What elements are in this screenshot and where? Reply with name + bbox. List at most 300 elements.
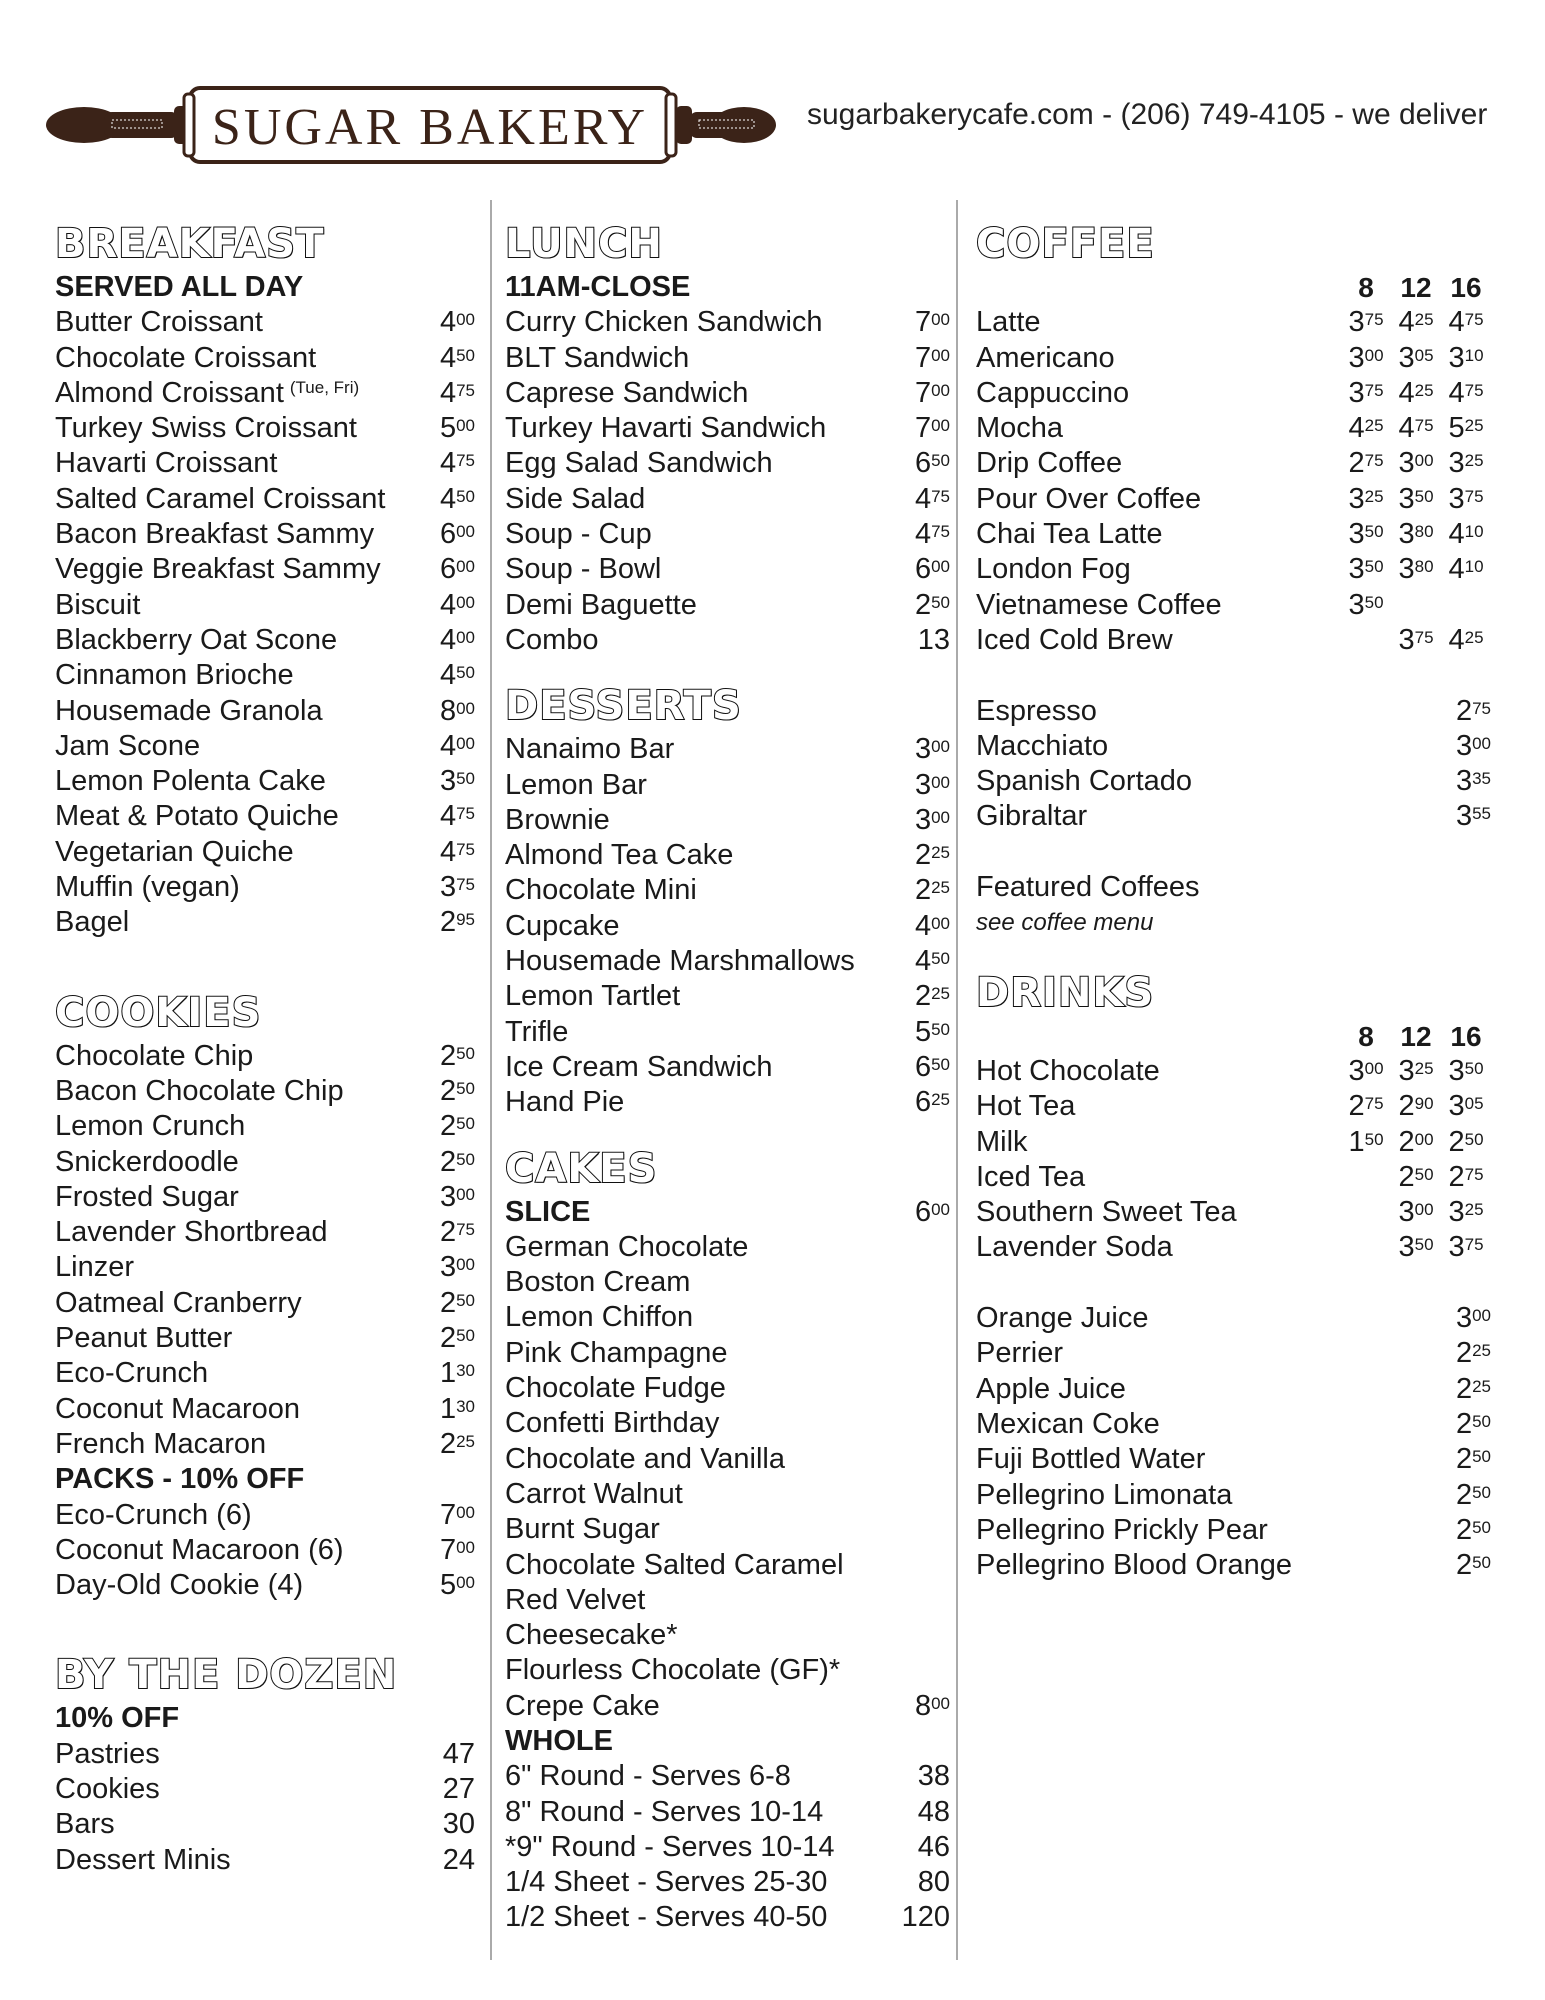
section-title-desserts: DESSERTS: [505, 683, 742, 730]
item-price: 38: [917, 1760, 950, 1793]
menu-item: [505, 1300, 950, 1335]
item-price: $7^{00}$: [914, 341, 950, 374]
item-name: Hot Chocolate: [976, 1054, 1160, 1087]
item-name: Soup - Cup: [505, 518, 652, 551]
menu-item: [505, 1477, 950, 1512]
item-name: Side Salad: [505, 482, 646, 515]
size-price: $4^{10}$: [1448, 553, 1484, 586]
item-price: $4^{75}$: [439, 447, 475, 480]
size-price: $3^{00}$: [1398, 447, 1434, 480]
item-name: Egg Salad Sandwich: [505, 447, 773, 480]
menu-item: [55, 1737, 475, 1772]
size-price: $2^{75}$: [1348, 447, 1384, 480]
menu-item: [55, 1356, 475, 1391]
item-name: Orange Juice: [976, 1302, 1149, 1335]
lunch-list: [505, 305, 950, 658]
menu-item: [976, 1301, 1491, 1336]
column-left: [55, 220, 475, 1878]
item-price: $4^{75}$: [439, 835, 475, 868]
menu-item: [976, 305, 1491, 340]
section-title-dozen: BY THE DOZEN: [55, 1652, 398, 1699]
menu-item: [55, 1180, 475, 1215]
item-name: Bacon Breakfast Sammy: [55, 518, 375, 551]
section-title-breakfast: BREAKFAST: [55, 221, 325, 267]
menu-item: [55, 376, 475, 411]
item-note: (Tue, Fri): [289, 377, 360, 397]
slice-header: [505, 1195, 950, 1230]
section-title-cookies: COOKIES: [55, 989, 262, 1036]
item-price: $2^{50}$: [1455, 1549, 1491, 1582]
size-price: [1341, 623, 1391, 658]
item-price: $7^{00}$: [439, 1498, 475, 1531]
item-price: $4^{75}$: [914, 482, 950, 515]
item-price: $2^{50}$: [439, 1110, 475, 1143]
item-name: Veggie Breakfast Sammy: [55, 553, 381, 586]
item-price: $4^{75}$: [439, 800, 475, 833]
menu-item: [505, 623, 950, 658]
item-price: $4^{50}$: [439, 482, 475, 515]
breakfast-subtitle: SERVED ALL DAY: [55, 271, 304, 303]
item-name: Demi Baguette: [505, 588, 697, 621]
menu-item: [505, 341, 950, 376]
menu-item: [55, 1109, 475, 1144]
item-name: Cappuccino: [976, 376, 1130, 409]
size-price: $4^{75}$: [1448, 376, 1484, 409]
menu-item: [55, 764, 475, 799]
item-price: $4^{50}$: [439, 659, 475, 692]
item-name: Nanaimo Bar: [505, 733, 675, 766]
size-price: $3^{10}$: [1448, 341, 1484, 374]
section-title-coffee: COFFEE: [976, 221, 1155, 267]
menu-item: [55, 552, 475, 587]
item-name: Flourless Chocolate (GF)*: [505, 1654, 841, 1687]
menu-item: [55, 1145, 475, 1180]
item-name: Biscuit: [55, 588, 141, 621]
item-price: $3^{00}$: [914, 768, 950, 801]
item-price: $6^{50}$: [914, 447, 950, 480]
item-name: Lavender Shortbread: [55, 1216, 328, 1249]
item-name: Crepe Cake: [505, 1689, 660, 1722]
item-price: $3^{50}$: [439, 765, 475, 798]
item-name: Chocolate Salted Caramel: [505, 1548, 844, 1581]
menu-item: [55, 482, 475, 517]
menu-item: [55, 729, 475, 764]
size-price: $3^{75}$: [1348, 306, 1384, 339]
size-price: [1441, 588, 1491, 623]
item-price: $2^{50}$: [1455, 1478, 1491, 1511]
menu-item: [505, 1795, 950, 1830]
item-price: $7^{00}$: [439, 1533, 475, 1566]
item-name: Havarti Croissant: [55, 447, 278, 480]
menu-item: [505, 768, 950, 803]
item-price: $3^{55}$: [1455, 800, 1491, 833]
item-name: Milk: [976, 1125, 1028, 1158]
item-name: Housemade Granola: [55, 694, 323, 727]
item-price: $6^{00}$: [914, 553, 950, 586]
item-name: Chocolate Fudge: [505, 1372, 726, 1405]
cookies-list: [55, 1039, 475, 1463]
item-price: $3^{00}$: [439, 1180, 475, 1213]
item-price: $6^{00}$: [439, 553, 475, 586]
item-name: Pellegrino Blood Orange: [976, 1549, 1292, 1582]
item-price: $2^{25}$: [914, 839, 950, 872]
item-name: Coconut Macaroon (6): [55, 1533, 344, 1566]
item-price: $2^{50}$: [1455, 1513, 1491, 1546]
packs-subtitle: PACKS - 10% OFF: [55, 1463, 305, 1496]
menu-item: [55, 1807, 475, 1842]
menu-item: [505, 1689, 950, 1724]
menu-item: [55, 694, 475, 729]
item-name: BLT Sandwich: [505, 341, 690, 374]
menu-item: [55, 305, 475, 340]
slices-list: [505, 1230, 950, 1724]
slice-price: $6^{00}$: [914, 1195, 950, 1228]
size-price: $4^{10}$: [1448, 518, 1484, 551]
item-name: Chocolate and Vanilla: [505, 1442, 785, 1475]
menu-item: [505, 1830, 950, 1865]
menu-item: [976, 1160, 1491, 1195]
item-price: 47: [442, 1737, 475, 1770]
menu-item: [976, 1407, 1491, 1442]
item-name: Eco-Crunch: [55, 1357, 209, 1390]
item-name: Americano: [976, 341, 1115, 374]
item-name: Red Velvet: [505, 1583, 646, 1616]
item-price: $4^{50}$: [439, 341, 475, 374]
size-price: $2^{75}$: [1348, 1090, 1384, 1123]
size-price: $2^{90}$: [1398, 1090, 1434, 1123]
item-price: $2^{25}$: [1455, 1337, 1491, 1370]
menu-item: [55, 658, 475, 693]
item-name: Confetti Birthday: [505, 1407, 720, 1440]
item-price: 30: [442, 1808, 475, 1841]
item-price: $7^{00}$: [914, 306, 950, 339]
menu-item: [55, 1533, 475, 1568]
item-name: Espresso: [976, 694, 1097, 727]
size-price: $3^{75}$: [1448, 482, 1484, 515]
size-price: [1391, 588, 1441, 623]
size-price: $3^{00}$: [1398, 1196, 1434, 1229]
menu-item: [505, 411, 950, 446]
item-price: $2^{50}$: [1455, 1443, 1491, 1476]
menu-item: [55, 905, 475, 940]
size-price: $4^{75}$: [1398, 412, 1434, 445]
item-price: $5^{00}$: [439, 412, 475, 445]
item-price: $3^{00}$: [1455, 1302, 1491, 1335]
menu-item: [976, 694, 1491, 729]
menu-item: [976, 411, 1491, 446]
item-name: 1/2 Sheet - Serves 40-50: [505, 1901, 828, 1934]
menu-item: [505, 1759, 950, 1794]
size-price: [1341, 1195, 1391, 1230]
menu-item: [976, 1230, 1491, 1265]
item-name: Fuji Bottled Water: [976, 1443, 1206, 1476]
item-name: Boston Cream: [505, 1266, 691, 1299]
size-price: $3^{25}$: [1398, 1054, 1434, 1087]
menu-item: [505, 1406, 950, 1441]
column-right: [976, 220, 1491, 1583]
menu-item: [505, 552, 950, 587]
whole-list: [505, 1759, 950, 1935]
size-price: $2^{50}$: [1398, 1160, 1434, 1193]
size-price: $3^{00}$: [1348, 341, 1384, 374]
drinks-list: [976, 1054, 1491, 1266]
size-price: $3^{50}$: [1348, 518, 1384, 551]
menu-item: [505, 1085, 950, 1120]
item-price: $1^{30}$: [439, 1357, 475, 1390]
item-name: Hot Tea: [976, 1090, 1076, 1123]
column-middle: [505, 220, 950, 1936]
item-name: Chai Tea Latte: [976, 518, 1163, 551]
item-name: Frosted Sugar: [55, 1180, 239, 1213]
menu-item: [55, 1286, 475, 1321]
item-name: Perrier: [976, 1337, 1064, 1370]
size-16: 16: [1450, 1020, 1482, 1052]
size-12: 12: [1400, 1020, 1432, 1052]
item-name: Curry Chicken Sandwich: [505, 306, 823, 339]
item-name: Gibraltar: [976, 800, 1088, 833]
item-price: $2^{50}$: [1455, 1407, 1491, 1440]
size-price: $3^{75}$: [1398, 623, 1434, 656]
menu-item: [55, 1321, 475, 1356]
dozen-subtitle: 10% OFF: [55, 1702, 180, 1735]
item-name: Burnt Sugar: [505, 1513, 660, 1546]
menu-item: [505, 517, 950, 552]
item-name: Coconut Macaroon: [55, 1392, 301, 1425]
menu-item: [505, 1653, 950, 1688]
size-price: $4^{25}$: [1448, 623, 1484, 656]
menu-item: [976, 1478, 1491, 1513]
item-name: Lemon Chiffon: [505, 1301, 694, 1334]
item-price: 27: [442, 1772, 475, 1805]
item-name: Bacon Chocolate Chip: [55, 1074, 344, 1107]
menu-item: [976, 1442, 1491, 1477]
menu-item: [55, 835, 475, 870]
menu-item: [976, 552, 1491, 587]
size-price: $3^{00}$: [1348, 1054, 1384, 1087]
menu-item: [505, 873, 950, 908]
size-price: [1341, 1230, 1391, 1265]
menu-item: [505, 1583, 950, 1618]
item-price: $2^{75}$: [439, 1216, 475, 1249]
item-name: German Chocolate: [505, 1230, 749, 1263]
menu-item: [505, 909, 950, 944]
item-name: Lemon Polenta Cake: [55, 765, 326, 798]
packs-list: [55, 1498, 475, 1604]
menu-item: [55, 1427, 475, 1462]
item-name: Blackberry Oat Scone: [55, 623, 338, 656]
size-12: 12: [1400, 272, 1432, 303]
item-name: Iced Cold Brew: [976, 623, 1173, 656]
item-price: $3^{00}$: [914, 733, 950, 766]
item-name: Butter Croissant: [55, 306, 263, 339]
item-name: Almond Croissant: [55, 376, 284, 409]
item-price: $2^{75}$: [1455, 694, 1491, 727]
item-name: Chocolate Croissant: [55, 341, 317, 374]
item-name: Carrot Walnut: [505, 1477, 683, 1510]
section-title-drinks: DRINKS: [976, 969, 1155, 1016]
item-name: 6" Round - Serves 6-8: [505, 1760, 791, 1793]
menu-item: [976, 588, 1491, 623]
menu-item: [55, 799, 475, 834]
item-name: Cheesecake*: [505, 1619, 678, 1652]
size-price: $3^{50}$: [1348, 588, 1384, 621]
menu-item: [976, 376, 1491, 411]
item-name: Mexican Coke: [976, 1407, 1160, 1440]
size-price: $3^{25}$: [1348, 482, 1384, 515]
desserts-list: [505, 732, 950, 1120]
item-name: Caprese Sandwich: [505, 376, 749, 409]
item-name: Turkey Swiss Croissant: [55, 412, 357, 445]
item-name: Lavender Soda: [976, 1231, 1173, 1264]
menu-item: [55, 1039, 475, 1074]
item-price: $2^{50}$: [439, 1039, 475, 1072]
menu-item: [505, 1512, 950, 1547]
item-name: Pellegrino Prickly Pear: [976, 1513, 1268, 1546]
menu-item: [55, 1392, 475, 1427]
item-price: $8^{00}$: [914, 1689, 950, 1722]
item-price: $4^{50}$: [914, 945, 950, 978]
item-price: $3^{75}$: [439, 871, 475, 904]
item-name: Pour Over Coffee: [976, 482, 1202, 515]
menu-item: [55, 623, 475, 658]
menu-item: [976, 1125, 1491, 1160]
item-price: $7^{00}$: [914, 412, 950, 445]
featured-coffees: Featured Coffees: [976, 871, 1200, 904]
menu-item: [505, 838, 950, 873]
menu-item: [55, 446, 475, 481]
item-name: Vegetarian Quiche: [55, 835, 294, 868]
item-name: Cinnamon Brioche: [55, 659, 294, 692]
item-name: Apple Juice: [976, 1372, 1126, 1405]
size-price: $4^{25}$: [1398, 376, 1434, 409]
menu-item: [55, 517, 475, 552]
menu-item: [505, 1050, 950, 1085]
item-name: French Macaron: [55, 1427, 267, 1460]
section-title-cakes: CAKES: [505, 1145, 658, 1192]
menu-item: [976, 1513, 1491, 1548]
featured-note: see coffee menu: [976, 909, 1154, 937]
menu-item: [505, 376, 950, 411]
item-name: Chocolate Mini: [505, 874, 697, 907]
item-name: Snickerdoodle: [55, 1145, 239, 1178]
size-price: $5^{25}$: [1448, 412, 1484, 445]
item-price: $3^{00}$: [1455, 729, 1491, 762]
menu-item: [976, 482, 1491, 517]
item-price: $3^{00}$: [914, 803, 950, 836]
item-name: Bars: [55, 1808, 115, 1841]
item-price: $1^{30}$: [439, 1392, 475, 1425]
menu-item: [976, 1372, 1491, 1407]
item-name: 1/4 Sheet - Serves 25-30: [505, 1866, 828, 1899]
item-price: 80: [917, 1866, 950, 1899]
item-name: Pastries: [55, 1737, 160, 1770]
size-price: $3^{25}$: [1448, 447, 1484, 480]
item-name: Trifle: [505, 1015, 569, 1048]
menu-item: [976, 1336, 1491, 1371]
section-title-lunch: LUNCH: [505, 221, 663, 267]
item-name: Pellegrino Limonata: [976, 1478, 1233, 1511]
rolling-pin-logo: [44, 80, 779, 170]
menu-item: [505, 1230, 950, 1265]
item-price: $2^{25}$: [914, 874, 950, 907]
item-name: Almond Tea Cake: [505, 839, 734, 872]
lunch-subtitle: 11AM-CLOSE: [505, 271, 691, 303]
size-price: $3^{80}$: [1398, 553, 1434, 586]
item-price: 13: [917, 623, 950, 656]
menu-item: [55, 870, 475, 905]
size-price: $2^{00}$: [1398, 1125, 1434, 1158]
item-name: Hand Pie: [505, 1086, 625, 1119]
header: [0, 0, 1545, 180]
item-price: 120: [901, 1901, 950, 1934]
item-name: Brownie: [505, 803, 610, 836]
item-price: $4^{00}$: [439, 729, 475, 762]
item-name: Vietnamese Coffee: [976, 588, 1222, 621]
menu-item: [976, 1054, 1491, 1089]
menu-item: [976, 446, 1491, 481]
contact-line: sugarbakerycafe.com - (206) 749-4105 - we deliver: [807, 98, 1488, 131]
menu-item: [976, 729, 1491, 764]
item-price: $5^{00}$: [439, 1569, 475, 1602]
item-price: $2^{50}$: [439, 1145, 475, 1178]
bottled-list: [976, 1301, 1491, 1583]
item-name: *9" Round - Serves 10-14: [505, 1830, 835, 1863]
item-name: Lemon Crunch: [55, 1110, 246, 1143]
item-price: $2^{25}$: [1455, 1372, 1491, 1405]
size-price: $3^{50}$: [1398, 482, 1434, 515]
espresso-list: [976, 694, 1491, 835]
item-price: $2^{50}$: [914, 588, 950, 621]
size-price: $3^{25}$: [1448, 1196, 1484, 1229]
item-price: $8^{00}$: [439, 694, 475, 727]
menu-item: [505, 1618, 950, 1653]
menu-item: [55, 1772, 475, 1807]
menu-item: [505, 588, 950, 623]
size-price: $2^{50}$: [1448, 1125, 1484, 1158]
size-8: 8: [1358, 272, 1374, 303]
size-price: $3^{80}$: [1398, 518, 1434, 551]
size-price: $3^{50}$: [1448, 1054, 1484, 1087]
slice-title: SLICE: [505, 1195, 591, 1228]
item-name: Jam Scone: [55, 729, 201, 762]
item-price: $4^{00}$: [439, 588, 475, 621]
menu-item: [976, 1089, 1491, 1124]
item-name: Drip Coffee: [976, 447, 1123, 480]
item-name: Pink Champagne: [505, 1336, 728, 1369]
menu-item: [505, 1865, 950, 1900]
size-price: $4^{75}$: [1448, 306, 1484, 339]
item-name: Mocha: [976, 412, 1064, 445]
menu-item: [505, 482, 950, 517]
item-name: Housemade Marshmallows: [505, 945, 855, 978]
menu-item: [505, 803, 950, 838]
item-price: $4^{75}$: [914, 518, 950, 551]
menu-item: [55, 1843, 475, 1878]
menu-item: [976, 623, 1491, 658]
menu-item: [505, 732, 950, 767]
menu-item: [976, 1195, 1491, 1230]
menu-item: [55, 588, 475, 623]
column-divider: [956, 200, 958, 1960]
item-price: 24: [442, 1843, 475, 1876]
item-price: $2^{50}$: [439, 1074, 475, 1107]
item-name: Bagel: [55, 906, 130, 939]
item-price: 48: [917, 1795, 950, 1828]
item-price: $4^{00}$: [914, 909, 950, 942]
item-name: Lemon Bar: [505, 768, 647, 801]
menu-item: [505, 1442, 950, 1477]
coffee-list: [976, 305, 1491, 658]
